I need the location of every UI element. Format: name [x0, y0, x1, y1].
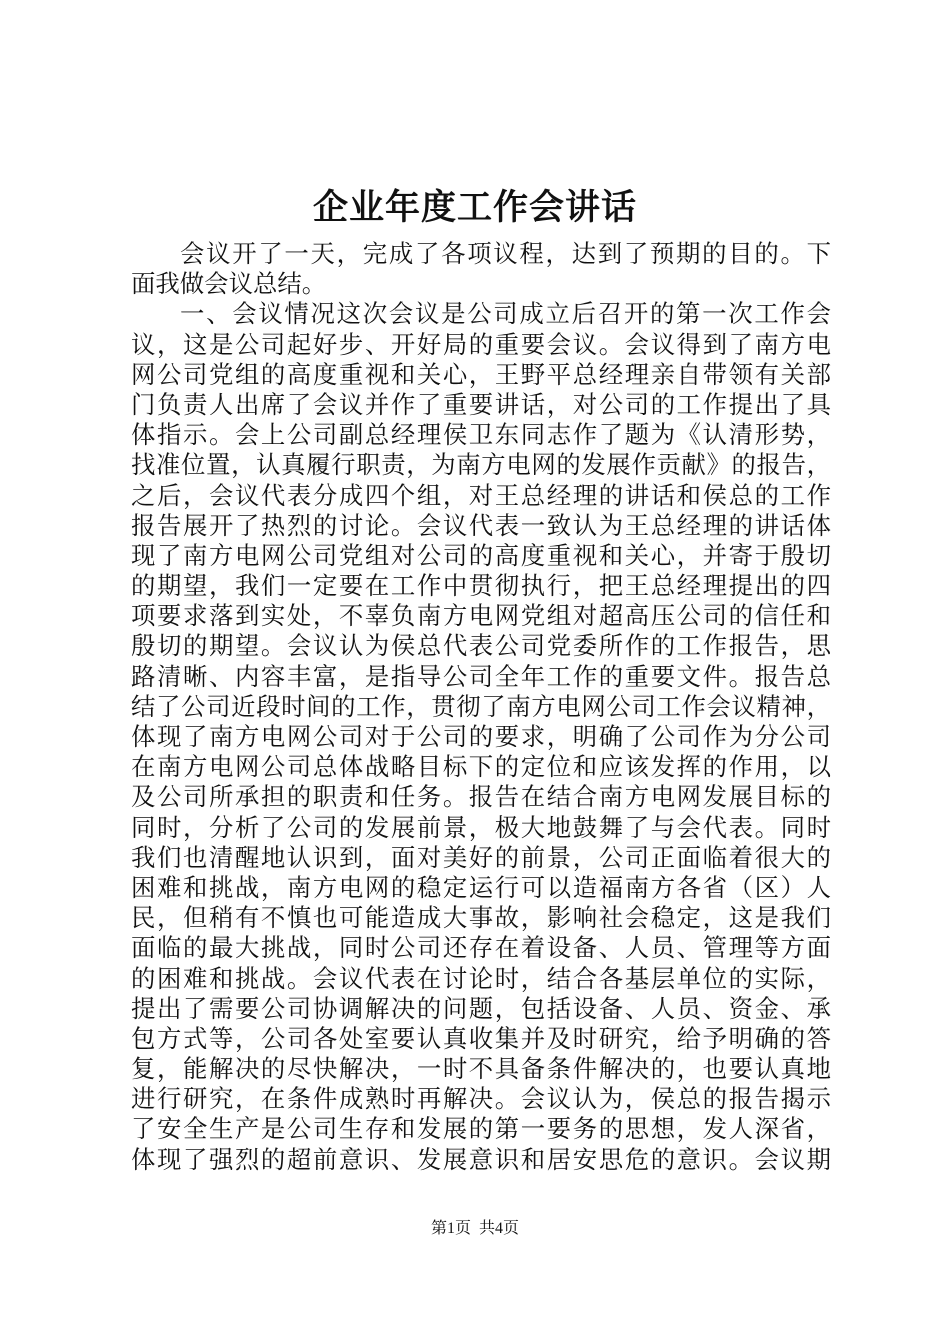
paragraph-line: 了安全生产是公司生存和发展的第一要务的思想，发人深省， [131, 1114, 831, 1144]
paragraph-line: 面临的最大挑战，同时公司还存在着设备、人员、管理等方面 [131, 933, 831, 963]
paragraph-line: 路清晰、内容丰富，是指导公司全年工作的重要文件。报告总 [131, 661, 831, 691]
paragraph-line: 殷切的期望。会议认为侯总代表公司党委所作的工作报告，思 [131, 631, 831, 661]
paragraph-line: 门负责人出席了会议并作了重要讲话，对公司的工作提出了具 [131, 389, 831, 419]
paragraph-line: 报告展开了热烈的讨论。会议代表一致认为王总经理的讲话体 [131, 510, 831, 540]
paragraph-line: 的困难和挑战。会议代表在讨论时，结合各基层单位的实际， [131, 963, 831, 993]
paragraph-line: 体指示。会上公司副总经理侯卫东同志作了题为《认清形势， [131, 420, 831, 450]
paragraph-line: 项要求落到实处，不辜负南方电网党组对超高压公司的信任和 [131, 601, 831, 631]
paragraph-line: 结了公司近段时间的工作，贯彻了南方电网公司工作会议精神， [131, 691, 831, 721]
paragraph-line: 网公司党组的高度重视和关心，王野平总经理亲自带领有关部 [131, 359, 831, 389]
paragraph-line: 找准位置，认真履行职责，为南方电网的发展作贡献》的报告， [131, 450, 831, 480]
paragraph-line: 困难和挑战，南方电网的稳定运行可以造福南方各省（区）人 [131, 872, 831, 902]
page-footer [0, 1217, 950, 1241]
paragraph-line: 在南方电网公司总体战略目标下的定位和应该发挥的作用，以 [131, 752, 831, 782]
paragraph-line: 一、会议情况这次会议是公司成立后召开的第一次工作会 [180, 299, 831, 329]
paragraph-line: 我们也清醒地认识到，面对美好的前景，公司正面临着很大的 [131, 842, 831, 872]
paragraph-line: 提出了需要公司协调解决的问题，包括设备、人员、资金、承 [131, 993, 831, 1023]
page-number-label: 第1页 共4页 [430, 1220, 519, 1237]
paragraph-line: 议，这是公司起好步、开好局的重要会议。会议得到了南方电 [131, 329, 831, 359]
paragraph-line: 体现了强烈的超前意识、发展意识和居安思危的意识。会议期 [131, 1144, 831, 1174]
paragraph-line: 现了南方电网公司党组对公司的高度重视和关心，并寄于殷切 [131, 540, 831, 570]
paragraph-line: 的期望，我们一定要在工作中贯彻执行，把王总经理提出的四 [131, 571, 831, 601]
document-body [131, 239, 831, 1175]
paragraph-line: 体现了南方电网公司对于公司的要求，明确了公司作为分公司 [131, 722, 831, 751]
document-title: 企业年度工作会讲话 [312, 187, 637, 228]
paragraph-line: 同时，分析了公司的发展前景，极大地鼓舞了与会代表。同时 [131, 812, 831, 842]
paragraph-line: 会议开了一天，完成了各项议程，达到了预期的目的。下 [180, 239, 831, 268]
paragraph-line: 民，但稍有不慎也可能造成大事故，影响社会稳定，这是我们 [131, 903, 831, 933]
paragraph-line: 进行研究，在条件成熟时再解决。会议认为，侯总的报告揭示 [131, 1084, 831, 1114]
paragraph-line: 复，能解决的尽快解决，一时不具备条件解决的，也要认真地 [131, 1054, 831, 1084]
paragraph-line: 包方式等，公司各处室要认真收集并及时研究，给予明确的答 [131, 1023, 831, 1053]
paragraph-line: 面我做会议总结。 [131, 269, 327, 299]
paragraph-line: 及公司所承担的职责和任务。报告在结合南方电网发展目标的 [131, 782, 831, 812]
paragraph-line: 之后，会议代表分成四个组，对王总经理的讲话和侯总的工作 [131, 480, 831, 510]
